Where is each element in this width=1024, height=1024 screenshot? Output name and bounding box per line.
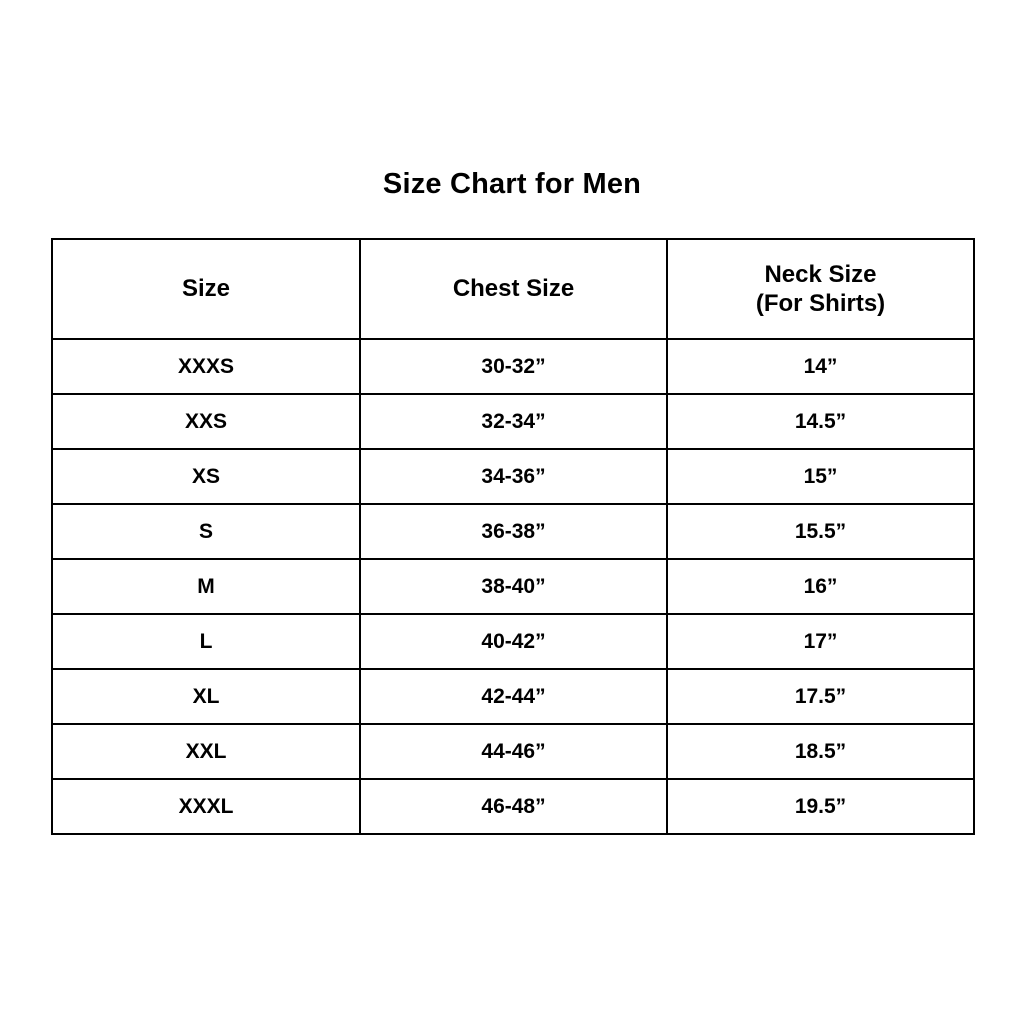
- cell-size: M: [52, 559, 360, 614]
- cell-chest: 36-38”: [360, 504, 667, 559]
- cell-chest: 30-32”: [360, 339, 667, 394]
- cell-chest: 32-34”: [360, 394, 667, 449]
- cell-chest: 34-36”: [360, 449, 667, 504]
- page-title: Size Chart for Men: [382, 168, 642, 200]
- table-row: [52, 779, 974, 834]
- cell-neck: 19.5”: [667, 779, 974, 834]
- table-body: [52, 339, 974, 834]
- cell-size: XXXS: [52, 339, 360, 394]
- cell-neck: 17”: [667, 614, 974, 669]
- column-header-size: [52, 239, 360, 339]
- column-header-neck-label: Neck Size: [764, 260, 877, 288]
- cell-chest: 44-46”: [360, 724, 667, 779]
- table-row: [52, 724, 974, 779]
- cell-neck: 15.5”: [667, 504, 974, 559]
- cell-size: XL: [52, 669, 360, 724]
- cell-size: L: [52, 614, 360, 669]
- cell-neck: 14.5”: [667, 394, 974, 449]
- cell-size: XS: [52, 449, 360, 504]
- table-row: [52, 614, 974, 669]
- cell-chest: 46-48”: [360, 779, 667, 834]
- cell-neck: 15”: [667, 449, 974, 504]
- column-header-chest-label: Chest Size: [452, 275, 575, 303]
- cell-chest: 42-44”: [360, 669, 667, 724]
- table-row: [52, 449, 974, 504]
- column-header-size-label: Size: [181, 275, 231, 303]
- cell-chest: 38-40”: [360, 559, 667, 614]
- cell-neck: 17.5”: [667, 669, 974, 724]
- size-chart-table: [51, 238, 975, 835]
- table-header-row: [52, 239, 974, 339]
- table-row: [52, 504, 974, 559]
- cell-neck: 18.5”: [667, 724, 974, 779]
- table-row: [52, 339, 974, 394]
- column-header-neck-sublabel: (For Shirts): [755, 290, 886, 317]
- table-row: [52, 669, 974, 724]
- cell-size: XXL: [52, 724, 360, 779]
- cell-neck: 14”: [667, 339, 974, 394]
- cell-neck: 16”: [667, 559, 974, 614]
- table-row: [52, 559, 974, 614]
- cell-size: XXS: [52, 394, 360, 449]
- cell-chest: 40-42”: [360, 614, 667, 669]
- table-header: [52, 239, 974, 339]
- column-header-chest: [360, 239, 667, 339]
- column-header-neck: [667, 239, 974, 339]
- table-row: [52, 394, 974, 449]
- cell-size: S: [52, 504, 360, 559]
- cell-size: XXXL: [52, 779, 360, 834]
